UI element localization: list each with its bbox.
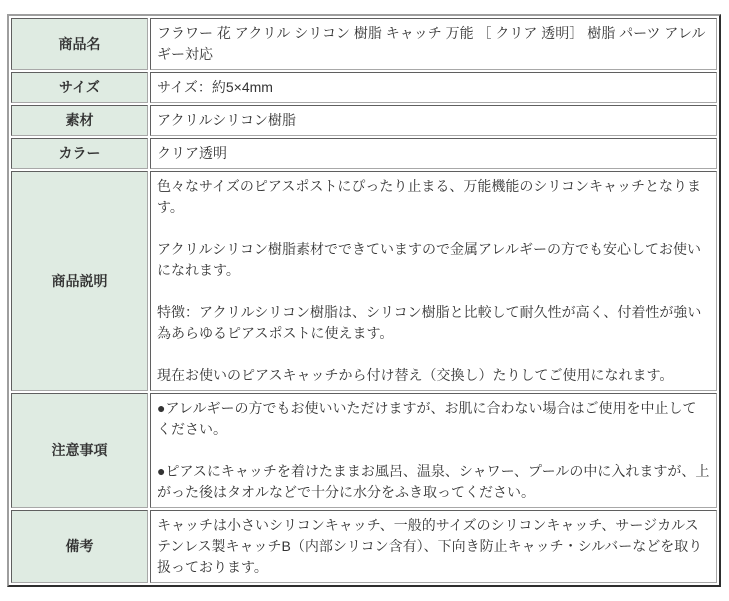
row-header-label: サイズ [11, 72, 148, 103]
content-paragraph: アクリルシリコン樹脂素材でできていますので金属アレルギーの方でも安心してお使いになれます。 [157, 241, 702, 278]
row-header-label: 注意事項 [11, 393, 148, 508]
row-content-cell [150, 105, 717, 136]
row-header-label: 商品説明 [11, 171, 148, 391]
table-row [11, 72, 717, 103]
row-header-label: 商品名 [11, 18, 148, 70]
row-header-label: カラー [11, 138, 148, 169]
table-row [11, 171, 717, 391]
table-row [11, 138, 717, 169]
content-paragraph: アクリルシリコン樹脂 [157, 112, 296, 128]
content-paragraph: キャッチは小さいシリコンキャッチ、一般的サイズのシリコンキャッチ、サージカルステンレス製キャッチB（内部シリコン含有）、下向き防止キャッチ・シルバーなどを取り扱っております。 [157, 517, 703, 575]
row-content-cell [150, 72, 717, 103]
content-paragraph: ●ピアスにキャッチを着けたままお風呂、温泉、シャワー、プールの中に入れますが、上がった後はタオルなどで十分に水分をふき取ってください。 [157, 463, 710, 500]
content-paragraph: サイズ：約5×4mm [157, 79, 273, 95]
content-paragraph: クリア透明 [157, 145, 227, 161]
table-row [11, 18, 717, 70]
product-info-table [7, 14, 721, 587]
row-content-cell [150, 171, 717, 391]
row-content-cell [150, 138, 717, 169]
content-paragraph: 色々なサイズのピアスポストにぴったり止まる、万能機能のシリコンキャッチとなります。 [157, 178, 702, 215]
content-paragraph: ●アレルギーの方でもお使いいただけますが、お肌に合わない場合はご使用を中止してください。 [157, 400, 697, 437]
row-content-cell [150, 18, 717, 70]
row-header-label: 素材 [11, 105, 148, 136]
table-row [11, 510, 717, 583]
table-row [11, 393, 717, 508]
row-header-label: 備考 [11, 510, 148, 583]
table-row [11, 105, 717, 136]
content-paragraph: 現在お使いのピアスキャッチから付け替え（交換し）たりしてご使用になれます。 [157, 367, 674, 383]
content-paragraph: フラワー 花 アクリル シリコン 樹脂 キャッチ 万能 ［ クリア 透明］ 樹脂 パーツ アレルギー対応 [157, 25, 706, 62]
content-paragraph: 特徴：アクリルシリコン樹脂は、シリコン樹脂と比較して耐久性が高く、付着性が強い為あらゆるピアスポストに使えます。 [157, 304, 702, 341]
row-content-cell [150, 393, 717, 508]
product-table-body [11, 18, 717, 583]
row-content-cell [150, 510, 717, 583]
